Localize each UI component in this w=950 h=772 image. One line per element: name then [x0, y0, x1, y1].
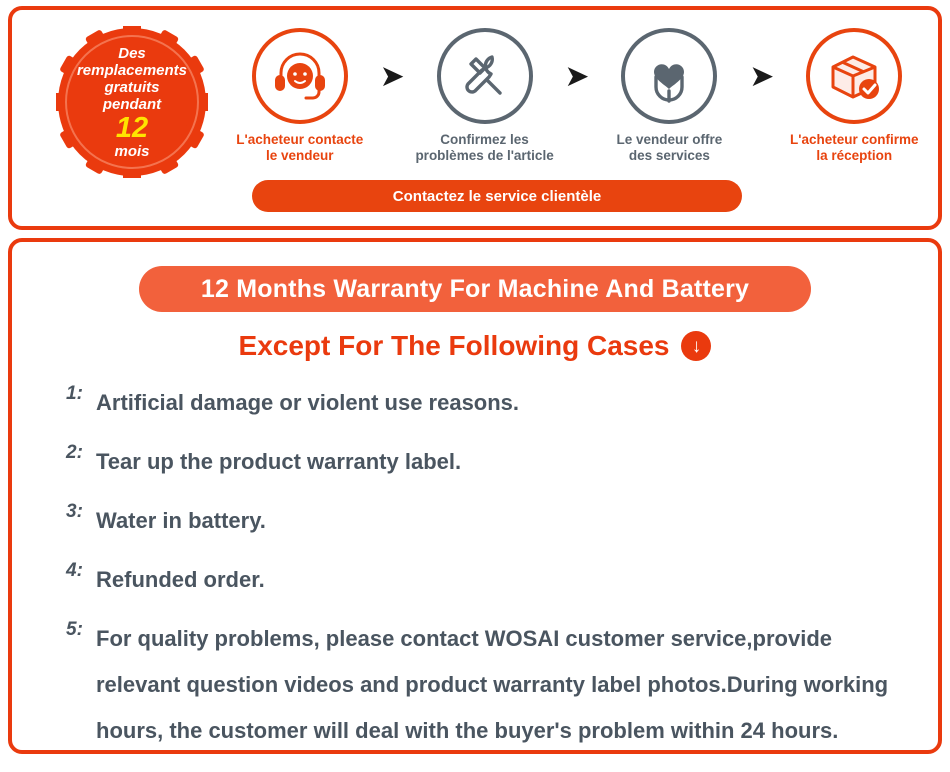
case-number: 5: — [66, 619, 83, 640]
badge-line-3: gratuits — [104, 78, 160, 96]
except-heading: Except For The Following Cases — [238, 330, 670, 361]
case-text: Refunded order. — [96, 567, 265, 592]
step-contact-seller — [227, 28, 373, 164]
step-buyer-confirms-reception — [781, 28, 927, 164]
case-text: Artificial damage or violent use reasons. — [96, 390, 520, 415]
exclusion-cases-list — [36, 380, 914, 754]
arrow-down-icon: ↓ — [681, 331, 711, 361]
list-item — [66, 557, 914, 603]
case-text: For quality problems, please contact WOSAI customer service,provide relevant question videos and product warranty label photos.During working hours, the customer will deal with the buyer's problem within 24 hours. — [96, 626, 889, 743]
step-seller-offers-services — [597, 28, 743, 164]
list-item — [66, 498, 914, 544]
step-label-contact-seller: L'acheteur contacte le vendeur — [236, 132, 364, 163]
gear-shape-icon — [56, 26, 208, 178]
case-text: Tear up the product warranty label. — [96, 449, 462, 474]
process-steps — [227, 28, 927, 164]
arrow-icon-3: ➤ — [749, 60, 775, 93]
badge-line-4: pendant — [102, 95, 162, 113]
case-number: 2: — [66, 442, 83, 463]
step-label-buyer-confirms-reception: L'acheteur confirme la réception — [789, 132, 919, 163]
except-heading-row — [36, 330, 914, 362]
badge-line-2: remplacements — [76, 61, 188, 79]
list-item — [66, 616, 914, 754]
warranty-terms-panel — [8, 238, 942, 754]
arrow-icon-1: ➤ — [379, 60, 405, 93]
step-label-confirm-problems: Confirmez les problèmes de l'article — [415, 132, 554, 163]
list-item — [66, 380, 914, 426]
badge-months-number: 12 — [115, 111, 149, 144]
warranty-title-pill: 12 Months Warranty For Machine And Battery — [139, 266, 811, 312]
case-text: Water in battery. — [96, 508, 266, 533]
case-number: 4: — [66, 560, 83, 581]
package-check-icon — [806, 28, 902, 124]
wrench-screwdriver-icon — [437, 28, 533, 124]
case-number: 1: — [66, 383, 83, 404]
heart-hands-icon — [621, 28, 717, 124]
badge-line-1: Des — [118, 44, 146, 62]
service-process-panel — [8, 6, 942, 230]
badge-line-5: mois — [114, 142, 150, 160]
arrow-icon-2: ➤ — [564, 60, 590, 93]
case-number: 3: — [66, 501, 83, 522]
step-label-seller-offers-services: Le vendeur offre des services — [616, 132, 723, 163]
free-replacement-badge — [56, 26, 208, 178]
step-confirm-problems — [412, 28, 558, 164]
headset-support-icon — [252, 28, 348, 124]
contact-customer-service-button[interactable]: Contactez le service clientèle — [252, 180, 742, 212]
list-item — [66, 439, 914, 485]
